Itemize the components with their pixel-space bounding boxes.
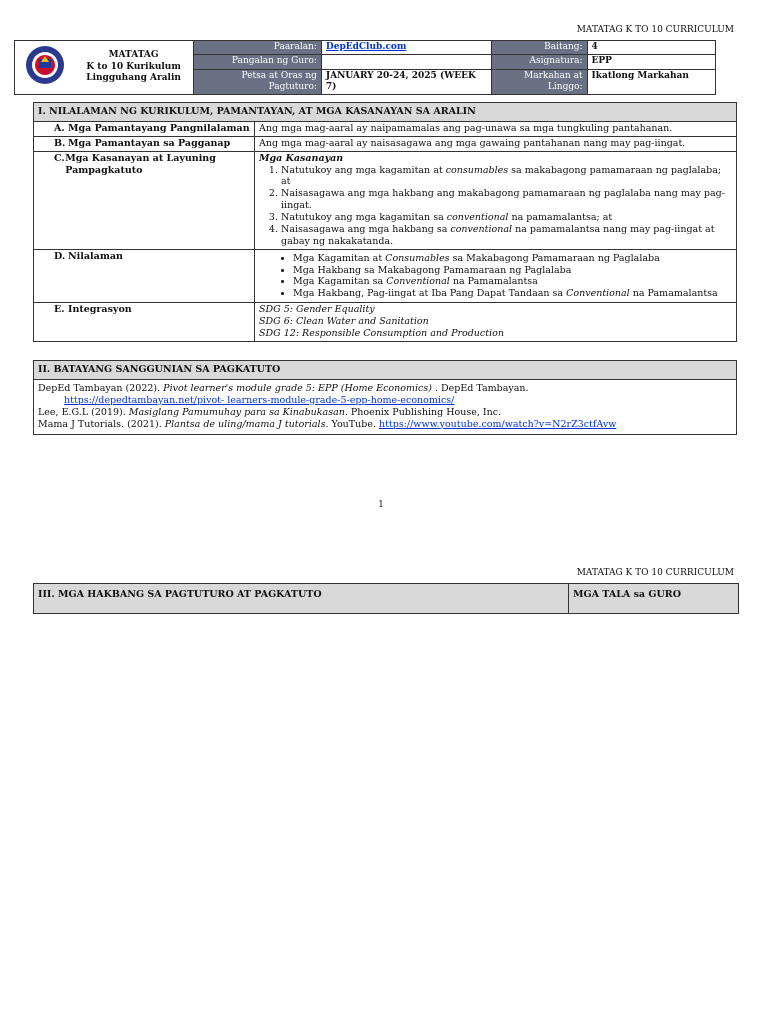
row-d-content (255, 249, 737, 303)
header-title-line1: MATATAG (108, 49, 159, 60)
list-item: 3. Natutukoy ang mga kagamitan sa conventional na pamamalantsa; at (281, 212, 732, 224)
row-a-label-text: Mga Pamantayang Pangnilalaman (68, 122, 250, 134)
header-title-line3: Lingguhang Aralin (86, 73, 181, 84)
reference-3-link[interactable]: https://www.youtube.com/watch?v=N2rZ3ctfAvw (379, 418, 617, 430)
curriculum-label-page2: MATATAG K TO 10 CURRICULUM (576, 568, 734, 578)
section-steps-table (33, 583, 739, 614)
reference-1-link[interactable]: https://depedtambayan.net/pivot- learners-module-grade-5-epp-home-economics/ (64, 394, 455, 406)
petsa-label: Petsa at Oras ng Pagtuturo: (193, 69, 321, 95)
paaralan-link[interactable]: DepEdClub.com (325, 42, 407, 52)
row-c-label (34, 151, 255, 249)
guro-value (321, 55, 491, 69)
row-a-text: Ang mga mag-aaral ay naipamamalas ang pag-unawa sa mga tungkuling pantahanan. (255, 121, 737, 136)
row-a-letter: A. (54, 122, 65, 134)
baitang-value: 4 (587, 41, 715, 55)
section2-heading: II. BATAYANG SANGGUNIAN SA PAGKATUTO (34, 361, 737, 380)
row-a-label (34, 121, 255, 136)
row-e-letter: E. (54, 304, 65, 316)
row-c-label-text: Mga Kasanayan at Layuning Pampagkatuto (65, 152, 216, 176)
teacher-notes-heading: MGA TALA sa GURO (569, 584, 739, 614)
baitang-label: Baitang: (491, 41, 587, 55)
row-d-letter: D. (54, 250, 66, 262)
row-e-label-text: Integrasyon (68, 304, 132, 316)
row-b-label (34, 136, 255, 151)
row-b-label-text: Mga Pamantayan sa Pagganap (68, 137, 231, 149)
row-c-letter: C. (54, 152, 65, 164)
markahan-value: Ikatlong Markahan (587, 69, 715, 95)
section-curriculum-table (33, 102, 737, 342)
asignatura-label: Asignatura: (491, 55, 587, 69)
row-b-text: Ang mga mag-aaral ay naisasagawa ang mga gawaing pantahanan nang may pag-iingat. (255, 136, 737, 151)
references-content (34, 379, 737, 435)
row-e-content (255, 303, 737, 342)
logo-cell (15, 41, 75, 95)
markahan-label: Markahan at Linggo: (491, 69, 587, 95)
section1-heading: I. NILALAMAN NG KURIKULUM, PAMANTAYAN, AT MGA KASANAYAN SA ARALIN (34, 103, 737, 122)
reference-1: DepEd Tambayan (2022). Pivot learner's module grade 5: EPP (Home Economics) . DepEd Tambayan. https://depedtambayan.net/pivot- learners-module-grade-5-epp-home-economics/ (38, 382, 529, 406)
curriculum-label: MATATAG K TO 10 CURRICULUM (576, 25, 734, 35)
sdg-item: SDG 5: Gender Equality (259, 304, 375, 316)
kasanayan-list (259, 165, 732, 248)
list-item: 4. Naisasagawa ang mga hakbang sa conventional na pamamalantsa nang may pag-iingat at gabay ng nakakatanda. (281, 224, 732, 248)
section-references-table (33, 360, 737, 435)
section3-heading: III. MGA HAKBANG SA PAGTUTURO AT PAGKATUTO (34, 584, 569, 614)
row-e-label (34, 303, 255, 342)
sdg-item: SDG 6: Clean Water and Sanitation (259, 316, 429, 327)
list-item: • Mga Hakbang sa Makabagong Pamamaraan ng Paglalaba (293, 265, 732, 277)
reference-3: Mama J Tutorials. (2021). Plantsa de uling/mama J tutorials. YouTube. https://www.youtube.com/watch?v=N2rZ3ctfAvw (38, 418, 617, 430)
list-item: 2. Naisasagawa ang mga hakbang ang makabagong pamamaraan ng paglalaba nang may pag-iingat. (281, 188, 732, 212)
petsa-value: JANUARY 20-24, 2025 (WEEK 7) (321, 69, 491, 95)
list-item: 1. Natutukoy ang mga kagamitan at consumables sa makabagong pamamaraan ng paglalaba; at (281, 165, 732, 189)
row-b-letter: B. (54, 137, 66, 149)
row-c-content (255, 151, 737, 249)
kasanayan-subhead: Mga Kasanayan (259, 152, 344, 164)
asignatura-value: EPP (587, 55, 715, 69)
deped-seal-icon (25, 45, 65, 85)
guro-label: Pangalan ng Guro: (193, 55, 321, 69)
header-title (75, 41, 194, 95)
header-table (14, 40, 716, 95)
sdg-item: SDG 12: Responsible Consumption and Production (259, 327, 504, 339)
header-title-line2: K to 10 Kurikulum (86, 61, 181, 72)
paaralan-value (321, 41, 491, 55)
row-d-label-text: Nilalaman (68, 250, 123, 262)
paaralan-label: Paaralan: (193, 41, 321, 55)
list-item: • Mga Kagamitan sa Conventional na Pamamalantsa (293, 276, 732, 288)
row-d-label (34, 249, 255, 303)
reference-2: Lee, E.G.L (2019). Masiglang Pamumuhay para sa Kinabukasan. Phoenix Publishing House, Inc. (38, 406, 502, 418)
list-item: • Mga Hakbang, Pag-iingat at Iba Pang Dapat Tandaan sa Conventional na Pamamalantsa (293, 288, 732, 300)
page-number: 1 (378, 500, 384, 510)
list-item: • Mga Kagamitan at Consumables sa Makabagong Pamamaraan ng Paglalaba (293, 253, 732, 265)
nilalaman-list (259, 253, 732, 301)
